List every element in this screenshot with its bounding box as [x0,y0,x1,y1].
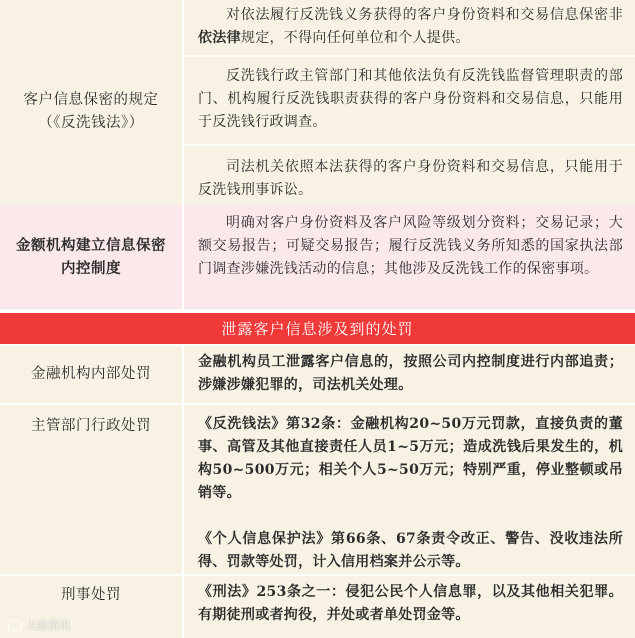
watermark-text: 大政资讯 [26,619,70,632]
penalty-criminal-text-cell [184,576,635,638]
penalty-admin-text-cell [184,405,635,574]
penalty-admin-label-cell [0,405,182,574]
internal-control-text: 明确对客户身份资料及客户风险等级划分资料；交易记录；大额交易报告；可疑交易报告；履行反洗钱义务所知悉的国家执法部门调查涉嫌洗钱活动的信息；其他涉及反洗钱工作的保密事项。 [198,215,623,277]
regulation-item-2-text: 反洗钱行政主管部门和其他依法负有反洗钱监督管理职责的部门、机构履行反洗钱职责获得的客户身份资料和交易信息，只能用于反洗钱行政调查。 [198,68,623,130]
penalty-internal-text: 金融机构员工泄露客户信息的，按照公司内控制度进行内部追责；涉嫌涉嫌犯罪的，司法机关处理。 [198,354,623,393]
penalty-internal-label: 金融机构内部处罚 [31,366,151,382]
internal-control-label-cell [0,205,182,309]
penalty-admin-label: 主管部门行政处罚 [31,418,151,434]
regulations-label-line1: 客户信息保密的规定 [23,91,159,108]
regulation-item-3-text: 司法机关依照本法获得的客户身份资料和交易信息，只能用于反洗钱刑事诉讼。 [198,159,623,198]
penalty-admin-para-1: 《反洗钱法》第32条：金融机构20~50万元罚款，直接负责的董事、高管及其他直接责任人员1~5万元；造成洗钱后果发生的，机构50~500万元；相关个人5~50万元；特别严重，停业整顿或吊销等。 [198,416,623,501]
penalty-internal-text-cell [184,346,635,403]
penalties-banner [0,313,635,344]
regulations-label-cell [0,0,182,223]
regulation-item-1-pre: 对依法履行反洗钱义务获得的客户身份资料和交易信息保密非 [226,7,623,23]
regulation-item-1 [184,0,635,55]
penalty-criminal-text: 《刑法》253条之一：侵犯公民个人信息罪，以及其他相关犯罪。有期徒刑或者拘役，并处或者单处罚金等。 [198,584,623,623]
internal-control-text-cell [184,205,635,309]
internal-control-label: 金额机构建立信息保密内控制度 [16,237,166,277]
penalty-admin-para-2: 《个人信息保护法》第66条、67条责令改正、警告、没收违法所得、罚款等处罚，计入信用档案并公示等。 [198,531,623,570]
regulation-item-1-post: 规定，不得向任何单位和个人提供。 [240,30,470,46]
regulation-item-1-emphasis: 依法律 [198,30,241,46]
watermark [8,617,70,633]
penalty-criminal-label: 刑事处罚 [61,587,121,603]
penalty-internal-label-cell [0,346,182,403]
penalties-banner-title: 泄露客户信息涉及到的处罚 [221,320,414,338]
regulation-item-2 [184,57,635,144]
watermark-logo-icon [8,620,22,631]
regulations-label-line2: （《反洗钱法》） [38,114,144,131]
